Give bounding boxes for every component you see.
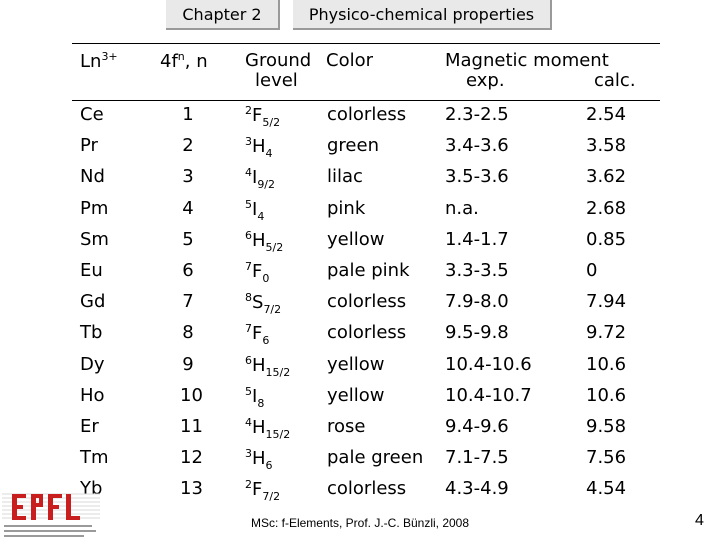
cell-ground-level: $^7F_0$ xyxy=(245,260,270,285)
cell-ion: Tb xyxy=(80,322,103,344)
cell-n: 11 xyxy=(180,416,203,437)
cell-ground-level: $^8S_{7/2}$ xyxy=(245,291,282,317)
cell-n: 1 xyxy=(182,104,194,125)
cell-ground-level: $^5I_8$ xyxy=(245,384,265,410)
cell-exp: 3.4-3.6 xyxy=(445,135,509,157)
cell-color: colorless xyxy=(327,478,407,500)
cell-color: rose xyxy=(327,416,366,437)
cell-ion: Yb xyxy=(80,478,103,500)
cell-calc: 3.58 xyxy=(586,135,627,157)
header-ln: $Ln^{3+}$ xyxy=(80,50,118,72)
cell-exp: 4.3-4.9 xyxy=(445,478,509,500)
chapter-tab: Chapter 2 xyxy=(166,0,280,30)
cell-ion: Ce xyxy=(80,104,104,125)
cell-exp: 1.4-1.7 xyxy=(445,228,509,250)
footer-credit: MSc: f-Elements, Prof. J.-C. Bünzli, 2008 xyxy=(250,516,470,530)
cell-n: 2 xyxy=(182,135,194,157)
cell-n: 3 xyxy=(182,166,194,188)
cell-exp: 10.4-10.6 xyxy=(445,353,532,375)
header-exp: exp. xyxy=(466,70,505,91)
cell-exp: 7.9-8.0 xyxy=(445,291,509,313)
table-header-rule xyxy=(72,100,660,101)
cell-color: yellow xyxy=(327,353,385,375)
cell-calc: 10.6 xyxy=(586,353,627,375)
cell-ground-level: $^4I_{9/2}$ xyxy=(245,166,276,192)
cell-color: pale green xyxy=(327,447,424,469)
cell-n: 6 xyxy=(182,260,194,281)
cell-ion: Sm xyxy=(80,228,109,250)
cell-exp: n.a. xyxy=(445,197,479,219)
cell-calc: 9.72 xyxy=(586,322,627,344)
cell-calc: 0.85 xyxy=(586,228,627,250)
cell-calc: 4.54 xyxy=(586,478,627,500)
cell-exp: 10.4-10.7 xyxy=(445,384,532,406)
cell-exp: 7.1-7.5 xyxy=(445,447,509,469)
cell-exp: 2.3-2.5 xyxy=(445,104,509,125)
cell-n: 10 xyxy=(180,384,203,406)
cell-ion: Nd xyxy=(80,166,105,188)
cell-n: 5 xyxy=(182,228,194,250)
header-color: Color xyxy=(326,50,373,71)
epfl-logo xyxy=(2,488,100,540)
cell-ion: Dy xyxy=(80,353,105,375)
table-top-rule xyxy=(72,43,660,44)
cell-ground-level: $^3H_4$ xyxy=(245,135,273,161)
cell-calc: 2.68 xyxy=(586,197,627,219)
cell-exp: 9.4-9.6 xyxy=(445,416,509,437)
cell-ground-level: $^2F_{7/2}$ xyxy=(245,478,281,504)
cell-calc: 9.58 xyxy=(586,416,627,437)
cell-ion: Pm xyxy=(80,197,109,219)
header-calc: calc. xyxy=(594,70,636,91)
cell-ion: Tm xyxy=(80,447,109,469)
cell-calc: 0 xyxy=(586,260,598,281)
topic-tab: Physico-chemical properties xyxy=(293,0,552,30)
cell-n: 4 xyxy=(182,197,194,219)
cell-color: colorless xyxy=(327,291,407,313)
header-level: level xyxy=(255,70,298,91)
cell-calc: 3.62 xyxy=(586,166,627,188)
cell-n: 8 xyxy=(182,322,194,344)
cell-calc: 7.94 xyxy=(586,291,627,313)
cell-ground-level: $^2F_{5/2}$ xyxy=(245,104,281,129)
cell-ion: Pr xyxy=(80,135,98,157)
cell-color: yellow xyxy=(327,384,385,406)
cell-ground-level: $^3H_6$ xyxy=(245,447,273,473)
cell-color: colorless xyxy=(327,104,407,125)
cell-ground-level: $^4H_{15/2}$ xyxy=(245,416,291,441)
cell-calc: 2.54 xyxy=(586,104,627,125)
cell-ion: Gd xyxy=(80,291,106,313)
cell-ion: Eu xyxy=(80,260,103,281)
cell-exp: 3.5-3.6 xyxy=(445,166,509,188)
cell-calc: 10.6 xyxy=(586,384,627,406)
cell-color: pink xyxy=(327,197,366,219)
cell-n: 7 xyxy=(182,291,194,313)
cell-exp: 3.3-3.5 xyxy=(445,260,509,281)
cell-n: 12 xyxy=(180,447,203,469)
slide-header-tabs xyxy=(0,0,720,32)
page-number: 4 xyxy=(695,512,704,529)
cell-color: colorless xyxy=(327,322,407,344)
cell-ground-level: $^5I_4$ xyxy=(245,197,265,223)
header-config: $4f^n$, n xyxy=(160,50,208,72)
cell-ion: Ho xyxy=(80,384,105,406)
cell-ion: Er xyxy=(80,416,99,437)
header-magnetic: Magnetic moment xyxy=(445,50,609,71)
cell-color: pale pink xyxy=(327,260,410,281)
cell-ground-level: $^6H_{15/2}$ xyxy=(245,353,291,379)
header-ground: Ground xyxy=(245,50,312,71)
cell-ground-level: $^7F_6$ xyxy=(245,322,270,348)
cell-color: green xyxy=(327,135,379,157)
cell-n: 9 xyxy=(182,353,194,375)
cell-exp: 9.5-9.8 xyxy=(445,322,509,344)
cell-ground-level: $^6H_{5/2}$ xyxy=(245,228,284,254)
cell-calc: 7.56 xyxy=(586,447,627,469)
cell-color: lilac xyxy=(327,166,363,188)
cell-color: yellow xyxy=(327,228,385,250)
cell-n: 13 xyxy=(180,478,203,500)
